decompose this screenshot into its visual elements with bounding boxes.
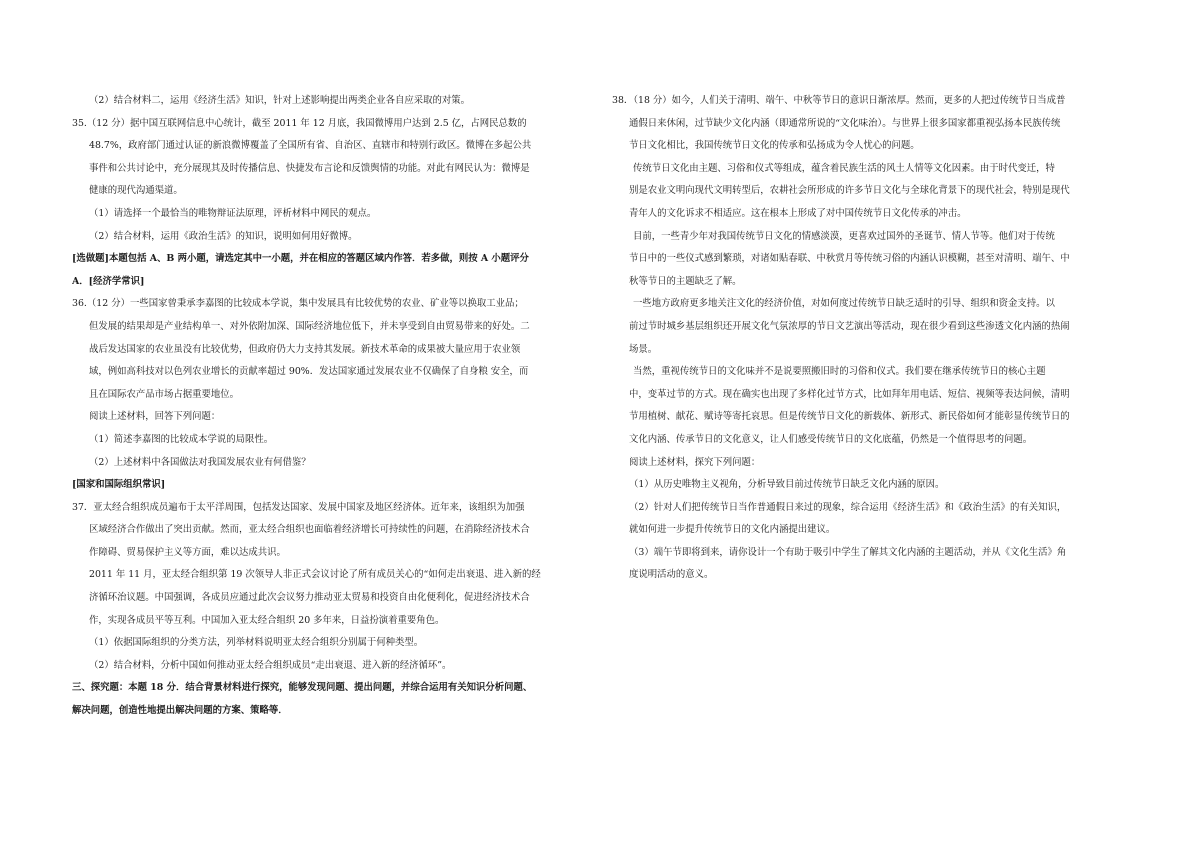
text-line: （2）上述材料中各国做法对我国发展农业有何借鉴？ bbox=[89, 456, 311, 468]
text-line: 35.（12 分）据中国互联网信息中心统计，截至 2011 年 12 月底，我国微博用户达到 2.5 亿，占网民总数的 bbox=[72, 117, 527, 129]
text-line: 别是农业文明向现代文明转型后，农耕社会所形成的许多节日文化与全球化背景下的现代社会，特别是现代 bbox=[629, 185, 1070, 197]
text-line: （3）端午节即将到来，请你设计一个有助于吸引中学生了解其文化内涵的主题活动，并从《文化生活》角 bbox=[629, 546, 1067, 558]
text-line: （2）针对人们把传统节日当作普通假日来过的现象，综合运用《经济生活》和《政治生活》的有关知识， bbox=[629, 501, 1067, 513]
text-line: [国家和国际组织常识] bbox=[72, 479, 166, 491]
text-line: 青年人的文化诉求不相适应。这在根本上形成了对中国传统节日文化传承的冲击。 bbox=[629, 207, 967, 219]
text-line: 健康的现代沟通渠道。 bbox=[89, 185, 183, 197]
text-line: 目前，一些青少年对我国传统节日文化的情感淡漠，更喜欢过国外的圣诞节、情人节等。他们对于传统 bbox=[633, 230, 1055, 242]
text-line: A．[经济学常识] bbox=[72, 275, 145, 287]
text-line: 节用植树、献花、赋诗等寄托哀思。但是传统节日文化的新载体、新形式、新民俗如何才能彰显传统节日的 bbox=[629, 411, 1070, 423]
text-line: 中，变革过节的方式。现在确实也出现了多样化过节方式，比如拜年用电话、短信、视频等表达问候，清明 bbox=[629, 388, 1070, 400]
text-line: 38．（18 分）如今，人们关于清明、端午、中秋等节日的意识日渐浓厚。然而，更多的人把过传统节日当成普 bbox=[612, 95, 1066, 106]
text-line: （2）结合材料，分析中国如何推动亚太经合组织成员“走出衰退、进入新的经济循环”。 bbox=[89, 659, 452, 671]
text-line: 通假日来休闲，过节缺少文化内涵（即通常所说的“文化味治）。与世界上很多国家都重视弘扬本民族传统 bbox=[629, 117, 1061, 129]
right-column bbox=[612, 90, 1132, 587]
text-line: 事件和公共讨论中，充分展现其及时传播信息、快捷发布言论和反馈舆情的功能。对此有网民认为：微博是 bbox=[89, 162, 530, 174]
text-line: （1）简述李嘉图的比较成本学说的局限性。 bbox=[89, 433, 274, 445]
text-line: 区域经济合作做出了突出贡献。然而，亚太经合组织也面临着经济增长可持续性的问题，在消除经济技术合 bbox=[89, 524, 530, 536]
text-line: 节日文化相比，我国传统节日文化的传承和弘扬成为令人忧心的问题。 bbox=[629, 140, 920, 152]
text-line: 且在国际农产品市场占据重要地位。 bbox=[89, 388, 240, 400]
text-line: 济循环治议题。中国强调，各成员应通过此次会议努力推动亚太贸易和投资自由化便利化，促进经济技术合 bbox=[89, 592, 530, 604]
text-line: 阅读上述材料，回答下列问题： bbox=[89, 411, 221, 423]
text-line: 三、探究题：本题 18 分．结合背景材料进行探究，能够发现问题、提出问题，并综合运用有关知识分析问题、 bbox=[72, 682, 533, 694]
text-line: 域，例如高科技对以色列农业增长的贡献率超过 90%．发达国家通过发展农业不仅确保了自身粮 安全，而 bbox=[89, 366, 529, 378]
text-line: 当然，重视传统节日的文化味并不是说要照搬旧时的习俗和仪式。我们要在继承传统节日的核心主题 bbox=[633, 366, 1046, 378]
text-line: 2011 年 11 月，亚太经合组织第 19 次领导人非正式会议讨论了所有成员关心的“如何走出衰退、进入新的经 bbox=[89, 569, 541, 581]
text-line: 一些地方政府更多地关注文化的经济价值，对如何度过传统节日缺乏适时的引导、组织和资金支持。以 bbox=[633, 298, 1055, 310]
text-line: 度说明活动的意义。 bbox=[629, 569, 714, 581]
text-line: 秋等节日的主题缺乏了解。 bbox=[629, 275, 742, 287]
text-line: 节日中的一些仪式感到繁琐，对诸如贴春联、中秋赏月等传统习俗的内涵认识模糊，甚至对清明、端午、中 bbox=[629, 253, 1070, 265]
left-column bbox=[72, 90, 590, 723]
text-line: 前过节时城乡基层组织还开展文化气氛浓厚的节日文艺演出等活动，现在很少看到这些渗透文化内涵的热闹 bbox=[629, 320, 1070, 332]
text-line: 作障碍、贸易保护主义等方面，难以达成共识。 bbox=[89, 546, 286, 558]
text-line: （1）请选择一个最恰当的唯物辩证法原理，评析材料中网民的观点。 bbox=[89, 207, 377, 219]
text-line: 37．亚太经合组织成员遍布于太平洋周围，包括发达国家、发展中国家及地区经济体。近年来，该组织为加强 bbox=[72, 501, 525, 513]
text-line: 就如何进一步提升传统节日的文化内涵提出建议。 bbox=[629, 524, 836, 536]
text-line: 解决问题，创造性地提出解决问题的方案、策略等． bbox=[72, 705, 288, 717]
text-line: 阅读上述材料，探究下列问题： bbox=[629, 456, 761, 468]
text-line: 战后发达国家的农业虽没有比较优势，但政府仍大力支持其发展。新技术革命的成果被大量应用于农业领 bbox=[89, 343, 521, 355]
text-line: （2）结合材料，运用《政治生活》的知识，说明如何用好微博。 bbox=[89, 230, 358, 242]
text-line: （1）依据国际组织的分类方法，列举材料说明亚太经合组织分别属于何种类型。 bbox=[89, 637, 424, 649]
text-line: （2）结合材料二，运用《经济生活》知识，针对上述影响提出两类企业各自应采取的对策。 bbox=[89, 95, 470, 106]
text-line: [选做题]本题包括 A、B 两小题，请选定其中一小题，并在相应的答题区域内作答．若多做，则按 A 小题评分 bbox=[72, 253, 529, 265]
text-line: 作，实现各成员平等互利。中国加入亚太经合组织 20 多年来，日益扮演着重要角色。 bbox=[89, 614, 445, 626]
text-line: 36.（12 分）一些国家曾秉承李嘉图的比较成本学说，集中发展具有比较优势的农业、矿业等以换取工业品； bbox=[72, 298, 524, 310]
text-line: 场景。 bbox=[629, 343, 658, 355]
text-line: （1）从历史唯物主义视角，分析导致目前过传统节日缺乏文化内涵的原因。 bbox=[629, 479, 945, 491]
text-line: 传统节日文化由主题、习俗和仪式等组成，蕴含着民族生活的风土人情等文化因素。由于时代变迁，特 bbox=[633, 162, 1055, 174]
text-line: 但发展的结果却是产业结构单一、对外依附加深、国际经济地位低下，并未享受到自由贸易带来的好处。二 bbox=[89, 320, 530, 332]
text-line: 文化内涵、传承节日的文化意义，让人们感受传统节日的文化底蕴，仍然是一个值得思考的问题。 bbox=[629, 433, 1033, 445]
text-line: 48.7%，政府部门通过认证的新浪微博覆盖了全国所有省、自治区、直辖市和特别行政区。微博在多起公共 bbox=[89, 140, 532, 152]
